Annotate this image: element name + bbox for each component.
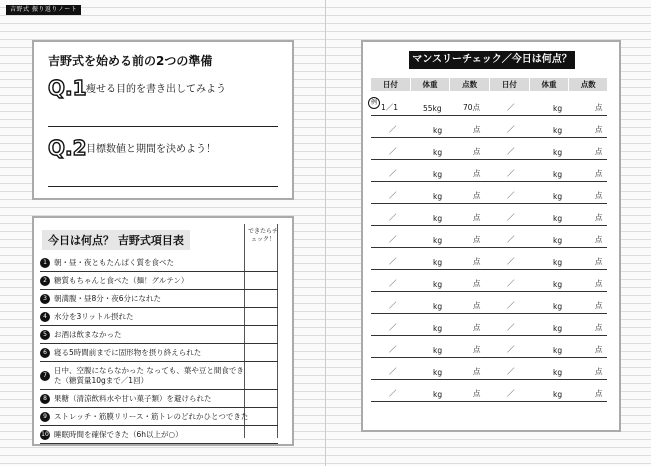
item-text: ストレッチ・筋膜リリース・筋トレのどれかひとつできた bbox=[54, 411, 249, 421]
example-weight: 55kg bbox=[423, 104, 442, 113]
date-slash[interactable]: ／ bbox=[507, 147, 515, 156]
date-slash[interactable]: ／ bbox=[389, 147, 397, 156]
weight-unit[interactable]: kg bbox=[553, 148, 563, 157]
score-unit[interactable]: 点 bbox=[473, 213, 481, 222]
item-number-badge: 3 bbox=[40, 294, 50, 304]
preparation-title: 吉野式を始める前の2つの準備 bbox=[48, 54, 213, 68]
date-slash[interactable]: ／ bbox=[389, 257, 397, 266]
item-number-badge: 10 bbox=[41, 431, 49, 438]
page-spine bbox=[325, 0, 326, 466]
score-unit[interactable]: 点 bbox=[595, 345, 603, 354]
score-unit[interactable]: 点 bbox=[473, 235, 481, 244]
date-slash[interactable]: ／ bbox=[507, 235, 515, 244]
date-slash[interactable]: ／ bbox=[389, 279, 397, 288]
item-text: 糖質もちゃんと食べた（麺！グルテン） bbox=[54, 275, 189, 285]
date-slash[interactable]: ／ bbox=[507, 169, 515, 178]
score-unit[interactable]: 点 bbox=[595, 169, 603, 178]
question-1 bbox=[48, 78, 226, 98]
header-weight: 体重 bbox=[530, 78, 569, 91]
monthly-row[interactable] bbox=[371, 94, 607, 116]
date-slash[interactable]: ／ bbox=[507, 389, 515, 398]
item-number-badge: 4 bbox=[40, 312, 50, 322]
monthly-check-box bbox=[361, 40, 621, 432]
score-unit[interactable]: 点 bbox=[473, 389, 481, 398]
weight-unit[interactable]: kg bbox=[553, 170, 563, 179]
monthly-row[interactable] bbox=[371, 336, 607, 358]
score-unit[interactable]: 点 bbox=[595, 279, 603, 288]
weight-unit[interactable]: kg bbox=[433, 236, 443, 245]
checklist-item[interactable] bbox=[40, 408, 278, 426]
header-date: 日付 bbox=[371, 78, 410, 91]
weight-unit[interactable]: kg bbox=[433, 148, 443, 157]
checklist-item[interactable] bbox=[40, 326, 278, 344]
date-slash[interactable]: ／ bbox=[507, 257, 515, 266]
weight-unit[interactable]: kg bbox=[553, 390, 563, 399]
score-unit[interactable]: 点 bbox=[473, 191, 481, 200]
weight-unit[interactable]: kg bbox=[553, 280, 563, 289]
monthly-row[interactable] bbox=[371, 182, 607, 204]
item-text: 水分を3リットル摂れた bbox=[54, 311, 134, 321]
checklist-item[interactable] bbox=[40, 272, 278, 290]
weight-unit[interactable]: kg bbox=[433, 258, 443, 267]
date-slash[interactable]: ／ bbox=[507, 323, 515, 332]
score-unit[interactable]: 点 bbox=[473, 257, 481, 266]
question-1-number: Q.1 bbox=[48, 76, 87, 100]
date-slash[interactable]: ／ bbox=[389, 125, 397, 134]
monthly-row[interactable] bbox=[371, 160, 607, 182]
weight-unit[interactable]: kg bbox=[553, 346, 563, 355]
date-slash[interactable]: ／ bbox=[389, 301, 397, 310]
score-unit[interactable]: 点 bbox=[473, 147, 481, 156]
item-number-badge: 9 bbox=[40, 412, 50, 422]
item-number-badge: 5 bbox=[40, 330, 50, 340]
question-2-number: Q.2 bbox=[48, 136, 87, 160]
monthly-check-title: マンスリーチェック／今日は何点？ bbox=[409, 51, 575, 69]
weight-unit[interactable]: kg bbox=[433, 126, 443, 135]
checklist-item[interactable] bbox=[40, 426, 278, 444]
checklist-item[interactable] bbox=[40, 362, 278, 390]
monthly-row[interactable] bbox=[371, 204, 607, 226]
score-unit[interactable]: 点 bbox=[595, 389, 603, 398]
question-2 bbox=[48, 138, 216, 158]
date-slash[interactable]: ／ bbox=[389, 191, 397, 200]
score-unit[interactable]: 点 bbox=[473, 367, 481, 376]
question-1-text: 痩せる目的を書き出してみよう bbox=[86, 84, 226, 95]
monthly-row[interactable] bbox=[371, 270, 607, 292]
item-number-badge: 1 bbox=[40, 258, 50, 268]
score-unit[interactable]: 点 bbox=[473, 323, 481, 332]
date-slash[interactable]: ／ bbox=[389, 169, 397, 178]
weight-unit[interactable]: kg bbox=[433, 302, 443, 311]
monthly-table-header bbox=[371, 78, 607, 91]
question-2-answer-line[interactable] bbox=[48, 186, 278, 187]
date-slash[interactable]: ／ bbox=[507, 213, 515, 222]
item-number-badge: 8 bbox=[40, 394, 50, 404]
checklist-title: 今日は何点？ 吉野式項目表 bbox=[42, 230, 190, 250]
monthly-row[interactable] bbox=[371, 292, 607, 314]
score-unit[interactable]: 点 bbox=[595, 191, 603, 200]
item-text: 朝・昼・夜ともたんぱく質を食べた bbox=[54, 257, 174, 267]
date-slash[interactable]: ／ bbox=[507, 125, 515, 134]
score-unit[interactable]: 点 bbox=[473, 279, 481, 288]
checklist-items bbox=[40, 254, 278, 444]
monthly-row[interactable] bbox=[371, 358, 607, 380]
score-unit[interactable]: 点 bbox=[595, 323, 603, 332]
item-number-badge: 2 bbox=[40, 276, 50, 286]
monthly-row[interactable] bbox=[371, 380, 607, 402]
weight-unit[interactable]: kg bbox=[553, 126, 563, 135]
monthly-row[interactable] bbox=[371, 138, 607, 160]
weight-unit[interactable]: kg bbox=[433, 368, 443, 377]
weight-unit[interactable]: kg bbox=[553, 302, 563, 311]
header-score: 点数 bbox=[450, 78, 489, 91]
date-slash[interactable]: ／ bbox=[507, 345, 515, 354]
item-text: 果糖（清涼飲料水や甘い菓子類）を避けられた bbox=[54, 393, 212, 403]
date-slash[interactable]: ／ bbox=[507, 301, 515, 310]
item-number-badge: 6 bbox=[40, 348, 50, 358]
weight-unit[interactable]: kg bbox=[553, 236, 563, 245]
item-number-badge: 7 bbox=[40, 371, 50, 381]
date-slash[interactable]: ／ bbox=[389, 389, 397, 398]
weight-unit[interactable]: kg bbox=[433, 324, 443, 333]
score-unit[interactable]: 点 bbox=[595, 147, 603, 156]
date-slash[interactable]: ／ bbox=[507, 279, 515, 288]
score-unit[interactable]: 点 bbox=[473, 169, 481, 178]
header-weight: 体重 bbox=[411, 78, 450, 91]
date-slash[interactable]: ／ bbox=[389, 235, 397, 244]
header-score: 点数 bbox=[569, 78, 607, 91]
monthly-row[interactable] bbox=[371, 248, 607, 270]
weight-unit[interactable]: kg bbox=[433, 214, 443, 223]
date-slash[interactable]: ／ bbox=[389, 345, 397, 354]
example-date: 1／1 bbox=[381, 103, 399, 112]
score-unit[interactable]: 点 bbox=[473, 301, 481, 310]
date-slash[interactable]: ／ bbox=[389, 323, 397, 332]
checklist-box bbox=[32, 216, 294, 446]
weight-unit[interactable]: kg bbox=[553, 104, 563, 113]
score-unit[interactable]: 点 bbox=[595, 301, 603, 310]
score-unit[interactable]: 点 bbox=[595, 367, 603, 376]
monthly-row[interactable] bbox=[371, 116, 607, 138]
preparation-box bbox=[32, 40, 294, 200]
page-tag: 吉野式 振り返りノート bbox=[6, 5, 81, 15]
question-2-text: 目標数値と期間を決めよう！ bbox=[86, 144, 216, 155]
checklist-item[interactable] bbox=[40, 290, 278, 308]
score-unit[interactable]: 点 bbox=[595, 125, 603, 134]
question-1-answer-line[interactable] bbox=[48, 126, 278, 127]
monthly-table-rows bbox=[371, 94, 607, 402]
date-slash[interactable]: ／ bbox=[507, 191, 515, 200]
weight-unit[interactable]: kg bbox=[433, 192, 443, 201]
example-score: 70点 bbox=[463, 103, 481, 112]
item-text: 日中、空腹にならなかった なっても、葉や豆と間食できた（糖質量10gまで／1回） bbox=[54, 365, 244, 385]
weight-unit[interactable]: kg bbox=[553, 368, 563, 377]
weight-unit[interactable]: kg bbox=[433, 170, 443, 179]
weight-unit[interactable]: kg bbox=[433, 280, 443, 289]
weight-unit[interactable]: kg bbox=[553, 214, 563, 223]
date-slash[interactable]: ／ bbox=[507, 367, 515, 376]
weight-unit[interactable]: kg bbox=[553, 258, 563, 267]
item-text: お酒は飲まなかった bbox=[54, 329, 122, 339]
checklist-item[interactable] bbox=[40, 254, 278, 272]
example-mark: 例 bbox=[368, 97, 380, 109]
check-column-header: できたらチェック！ bbox=[247, 228, 278, 243]
item-text: 睡眠時間を確保できた（6h以上が○） bbox=[54, 429, 183, 439]
score-unit[interactable]: 点 bbox=[595, 103, 603, 112]
date-slash[interactable]: ／ bbox=[507, 103, 515, 112]
item-text: 寝る5時間前までに固形物を摂り終えられた bbox=[54, 347, 202, 357]
score-unit[interactable]: 点 bbox=[595, 235, 603, 244]
item-text: 朝満腹・昼8分・夜6分になれた bbox=[54, 293, 162, 303]
weight-unit[interactable]: kg bbox=[433, 346, 443, 355]
monthly-row[interactable] bbox=[371, 226, 607, 248]
checklist-item[interactable] bbox=[40, 344, 278, 362]
weight-unit[interactable]: kg bbox=[553, 192, 563, 201]
checklist-item[interactable] bbox=[40, 308, 278, 326]
score-unit[interactable]: 点 bbox=[473, 125, 481, 134]
checklist-item[interactable] bbox=[40, 390, 278, 408]
header-date: 日付 bbox=[490, 78, 529, 91]
score-unit[interactable]: 点 bbox=[473, 345, 481, 354]
weight-unit[interactable]: kg bbox=[553, 324, 563, 333]
date-slash[interactable]: ／ bbox=[389, 367, 397, 376]
monthly-row[interactable] bbox=[371, 314, 607, 336]
weight-unit[interactable]: kg bbox=[433, 390, 443, 399]
score-unit[interactable]: 点 bbox=[595, 257, 603, 266]
score-unit[interactable]: 点 bbox=[595, 213, 603, 222]
date-slash[interactable]: ／ bbox=[389, 213, 397, 222]
